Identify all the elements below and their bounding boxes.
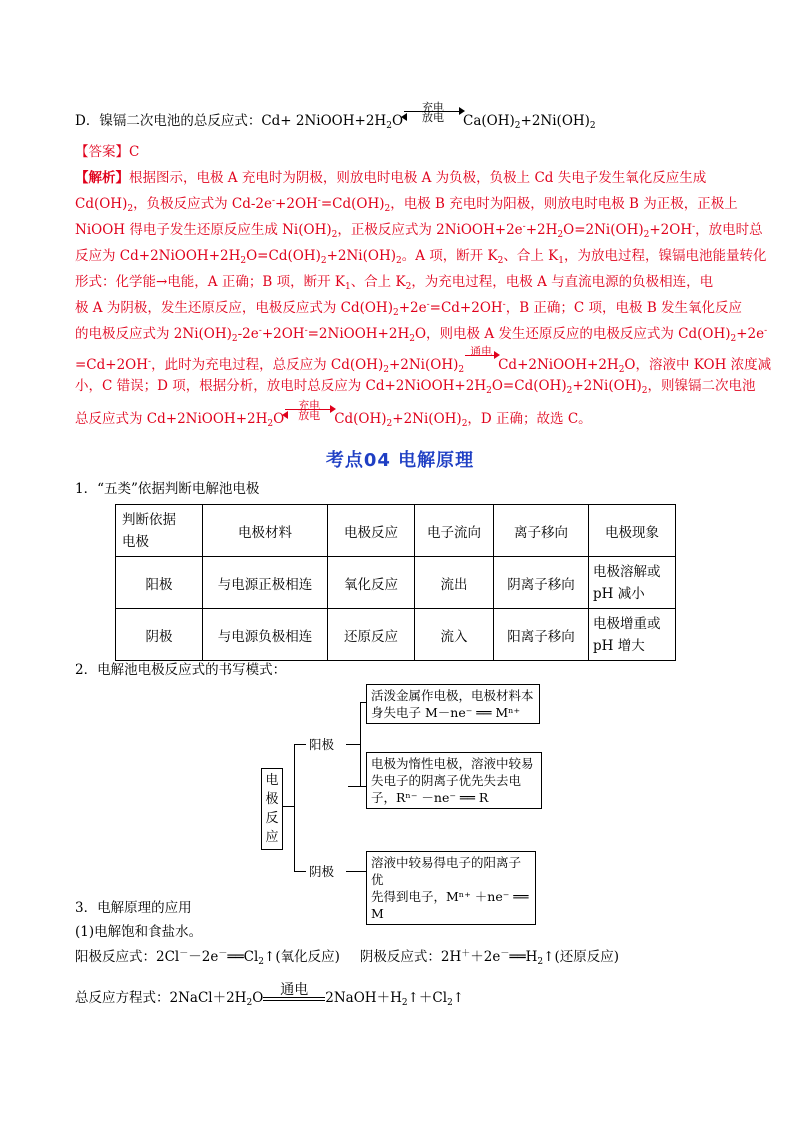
section-heading: 考点04 电解原理 <box>325 450 475 471</box>
answer-value: C <box>129 144 140 160</box>
t: +2Ni(OH) <box>326 248 396 264</box>
t: 2H <box>440 949 462 965</box>
cell-line: pH 增大 <box>593 637 645 654</box>
arrow-top-label: 通电 <box>280 982 309 998</box>
table-cell: 与电源正极相连 <box>203 557 328 609</box>
t: 极 A 为阴极，发生还原反应，电极反应式为 Cd(OH) <box>75 300 393 316</box>
t: O，溶液中 KOH 浓度减 <box>624 357 772 373</box>
t: +2H <box>525 222 558 238</box>
analysis-label: 【解析】 <box>75 170 129 186</box>
cell-line: 电极增重或 <box>593 615 661 632</box>
t: ══H <box>509 949 538 965</box>
table-header-cell: 电极反应 <box>328 505 415 557</box>
analysis-line-6: 极 A 为阴极，发生还原反应，电极反应式为 $Cd(OH)_2+2e^-=Cd+2OH^-$，B 正确；C 项，电极 B 发生氧化反应 <box>75 300 743 318</box>
table-cell: 氧化反应 <box>328 557 415 609</box>
t: ＋2e <box>470 949 501 965</box>
t: ══Cl <box>227 949 259 965</box>
t: Cd(OH) <box>334 411 387 427</box>
arrow-bottom-label: 放电 <box>298 409 321 422</box>
table-header-cell: 电极材料 <box>203 505 328 557</box>
t: 、合上 K <box>350 274 406 290</box>
cell-line: 电极溶解或 <box>593 563 661 580</box>
header-basis: 判断依据 <box>122 511 176 528</box>
root-char: 极 <box>265 792 279 807</box>
arrow-top-label: 充电 <box>298 399 321 412</box>
t: +2Ni(OH) <box>392 411 462 427</box>
t: =Cd+2OH <box>75 357 149 373</box>
connector <box>346 744 360 745</box>
option-d-plus: +2Ni(OH) <box>520 113 590 129</box>
anode-label: 阳极 <box>306 735 337 753</box>
connector <box>282 806 294 807</box>
t: +2Ni(OH) <box>572 378 642 394</box>
t: ↑＋Cl <box>407 990 448 1006</box>
t: -2e <box>237 326 259 342</box>
table-header-cell: 离子移向 <box>494 505 589 557</box>
t: +2OH <box>275 196 318 212</box>
arrow-top-label: 充电 <box>422 101 445 114</box>
t: ↑(还原反应) <box>543 949 619 965</box>
table-cell: 与电源负极相连 <box>203 609 328 661</box>
t: ，电极 B 充电时为阳极，则放电时电极 B 为正极，正极上 <box>390 196 738 212</box>
table-row <box>116 557 676 609</box>
cathode-box <box>366 851 536 925</box>
table-cell <box>589 557 676 609</box>
analysis-line-2: $Cd(OH)_2$，负极反应式为 $Cd-2e^-+2OH^-=Cd(OH)_2$，电极 B 充电时为阳极，则放电时电极 B 为正极，正极上 <box>75 196 738 214</box>
table-header-cell: 电子流向 <box>415 505 494 557</box>
t: 形式：化学能→电能，A 正确；B 项，断开 K <box>75 274 345 290</box>
option-d-o: O <box>391 113 404 129</box>
t: Cd+2NiOOH+2H <box>498 357 619 373</box>
electrolysis-arrow <box>464 346 498 368</box>
t: +2e <box>398 300 427 316</box>
t: ，放电时总 <box>695 222 763 238</box>
t: 、合上 K <box>503 248 559 264</box>
t: ↑ <box>452 990 465 1006</box>
box-line: 溶液中较易得电子的阳离子优 <box>371 855 522 887</box>
t: O=Cd(OH) <box>246 248 321 264</box>
t: =Cd(OH) <box>320 196 385 212</box>
table-cell: 流出 <box>415 557 494 609</box>
t: ，为放电过程，镍镉电池能量转化 <box>564 248 767 264</box>
table-cell <box>589 609 676 661</box>
t: 小，C 错误；D 项，根据分析，放电时总反应为 Cd+2NiOOH+2H <box>75 378 487 394</box>
table-cell: 阴极 <box>116 609 203 661</box>
table-header-row <box>116 505 676 557</box>
analysis-line-7: 的电极反应式为 $2Ni(OH)_2-2e^-+2OH^-=2NiOOH+2H_2O$，则电极 A 发生还原反应的电极反应式为 $Cd(OH)_2+2e^-$ <box>75 326 768 344</box>
t: +2Ni(OH) <box>388 357 459 373</box>
t: 。A 项，断开 K <box>401 248 498 264</box>
t: ，负极反应式为 Cd-2e <box>133 196 272 212</box>
t: 2NaOH＋H <box>325 990 402 1006</box>
t: NiOOH 得电子发生还原反应生成 Ni(OH) <box>75 222 332 238</box>
t: －2e <box>188 949 219 965</box>
box-line: 先得到电子，Mⁿ⁺ ＋ne⁻ ══ M <box>371 889 529 921</box>
box-line: 电极为惰性电极，溶液中较易 <box>371 756 534 771</box>
arrow-top-label: 通电 <box>470 345 493 358</box>
option-d-product: Ca(OH) <box>463 113 515 129</box>
box-line: 身失电子 M－ne⁻ ══ Mⁿ⁺ <box>371 705 521 720</box>
root-char: 反 <box>265 811 279 826</box>
analysis-text: 根据图示，电极 A 充电时为阴极，则放电时电极 A 为负极，负极上 Cd 失电子发生氧化反应生成 <box>129 170 707 186</box>
root-char: 电 <box>265 773 279 788</box>
option-d-text: D．镍镉二次电池的总反应式：Cd+ 2NiOOH+2H <box>75 113 387 129</box>
t: =2NiOOH+2H <box>307 326 410 342</box>
t: 2NaCl＋2H <box>169 990 247 1006</box>
connector <box>348 786 366 787</box>
analysis-line-10: 总反应式为 $Cd+2NiOOH+2H_2O$ 充电 放电 $Cd(OH)_2+2Ni(OH)_2$，D 正确；故选 C。 <box>75 399 592 429</box>
t: ，正极反应式为 2NiOOH+2e <box>337 222 523 238</box>
section1-title: 1．“五类”依据判断电解池电极 <box>75 481 260 497</box>
section2-title: 2．电解池电极反应式的书写模式： <box>75 662 287 678</box>
t: O，则电极 A 发生还原反应的电极反应式为 Cd(OH) <box>414 326 731 342</box>
t: 总反应式为 Cd+2NiOOH+2H <box>75 411 268 427</box>
t: +2OH <box>261 326 305 342</box>
t: 2Cl <box>156 949 180 965</box>
t: O <box>252 990 264 1006</box>
table-cell: 阳极 <box>116 557 203 609</box>
analysis-line-5: 形式：化学能→电能，A 正确；B 项，断开 $K_1$、合上 $K_2$，为充电过程，电极 A 与直流电源的负极相连，电 <box>75 274 714 292</box>
cell-line: pH 减小 <box>593 585 645 602</box>
t: ，则镍镉二次电池 <box>647 378 756 394</box>
table-row <box>116 609 676 661</box>
box-line: 子，Rⁿ⁻ －ne⁻ ══ R <box>371 790 489 805</box>
option-d: D．镍镉二次电池的总反应式：$Cd+ 2NiOOH+2H_2O$ 充电 放电 $Ca(OH)_2+2Ni(OH)_2$ <box>75 101 596 131</box>
t: ，此时为充电过程，总反应为 Cd(OH) <box>151 357 384 373</box>
total-equation: 总反应方程式：$2NaCl+2H_2O$ 通电 $2NaOH+H_2↑+Cl_2↑$ <box>75 982 465 1008</box>
t: +2e <box>736 326 765 342</box>
table-header-cell: 电极现象 <box>589 505 676 557</box>
analysis-line-3: NiOOH 得电子发生还原反应生成 $Ni(OH)_2$，正极反应式为 $2NiOOH+2e^-+2H_2O=2Ni(OH)_2+2OH^-$，放电时总 <box>75 222 763 240</box>
answer-line <box>75 142 139 162</box>
analysis-line-4: 反应为 $Cd+2NiOOH+2H_2O=Cd(OH)_2+2Ni(OH)_2$。A 项，断开 $K_2$、合上 $K_1$，为放电过程，镍镉电池能量转化 <box>75 248 767 266</box>
table-cell: 流入 <box>415 609 494 661</box>
electrolysis-arrow <box>263 982 325 1001</box>
reversible-arrow <box>284 400 334 422</box>
analysis-line-9: 小，C 错误；D 项，根据分析，放电时总反应为 $Cd+2NiOOH+2H_2O=Cd(OH)_2+2Ni(OH)_2$，则镍镉二次电池 <box>75 378 756 396</box>
answer-label: 【答案】 <box>75 144 129 160</box>
electrode-table <box>115 504 676 661</box>
t: O=Cd(OH) <box>491 378 567 394</box>
t: ，B 正确；C 项，电极 B 发生氧化反应 <box>505 300 743 316</box>
t: O <box>273 411 285 427</box>
analysis-line-1 <box>75 168 706 188</box>
table-cell: 还原反应 <box>328 609 415 661</box>
table-cell: 阳离子移向 <box>494 609 589 661</box>
anode-inert-box <box>366 752 542 809</box>
connector <box>360 702 361 786</box>
t: ↑(氧化反应) <box>264 949 340 965</box>
analysis-line-8: =Cd+2OH-，此时为充电过程，总反应为 $Cd(OH)_2+2Ni(OH)_2$ 通电 $Cd+2NiOOH+2H_2O$，溶液中 KOH 浓度减 <box>75 345 772 375</box>
box-line: 失电子的阴离子优先失去电 <box>371 773 522 788</box>
t: ，D 正确；故选 C。 <box>467 411 592 427</box>
electrode-equations: 阳极反应式：$2Cl^--2e^-══Cl_2↑$(氧化反应) 阴极反应式：$2H^++2e^-══H_2↑$(还原反应) <box>75 949 619 967</box>
box-line: 活泼金属作电极，电极材料本 <box>371 688 534 703</box>
t: 反应为 Cd+2NiOOH+2H <box>75 248 241 264</box>
connector <box>346 871 366 872</box>
anode-eq-label: 阳极反应式： <box>75 949 156 965</box>
t: =Cd+2OH <box>429 300 503 316</box>
cathode-label: 阴极 <box>306 862 337 880</box>
header-electrode: 电极 <box>122 533 149 550</box>
section3-sub1: (1)电解饱和食盐水。 <box>75 924 203 940</box>
root-box <box>261 768 283 850</box>
anode-active-box <box>366 684 540 724</box>
cathode-eq-label: 阴极反应式： <box>359 949 441 965</box>
t: Cd(OH) <box>75 196 128 212</box>
section3-title: 3．电解原理的应用 <box>75 900 192 916</box>
t: +2OH <box>649 222 693 238</box>
t: 的电极反应式为 2Ni(OH) <box>75 326 232 342</box>
root-char: 应 <box>265 830 279 845</box>
t: ，为充电过程，电极 A 与直流电源的负极相连，电 <box>411 274 714 290</box>
total-eq-label: 总反应方程式： <box>75 990 170 1006</box>
table-header-cell <box>116 505 203 557</box>
connector <box>294 744 295 872</box>
table-cell: 阴离子移向 <box>494 557 589 609</box>
t: O=2Ni(OH) <box>563 222 644 238</box>
reversible-arrow <box>403 102 463 124</box>
arrow-bottom-label: 放电 <box>422 111 445 124</box>
